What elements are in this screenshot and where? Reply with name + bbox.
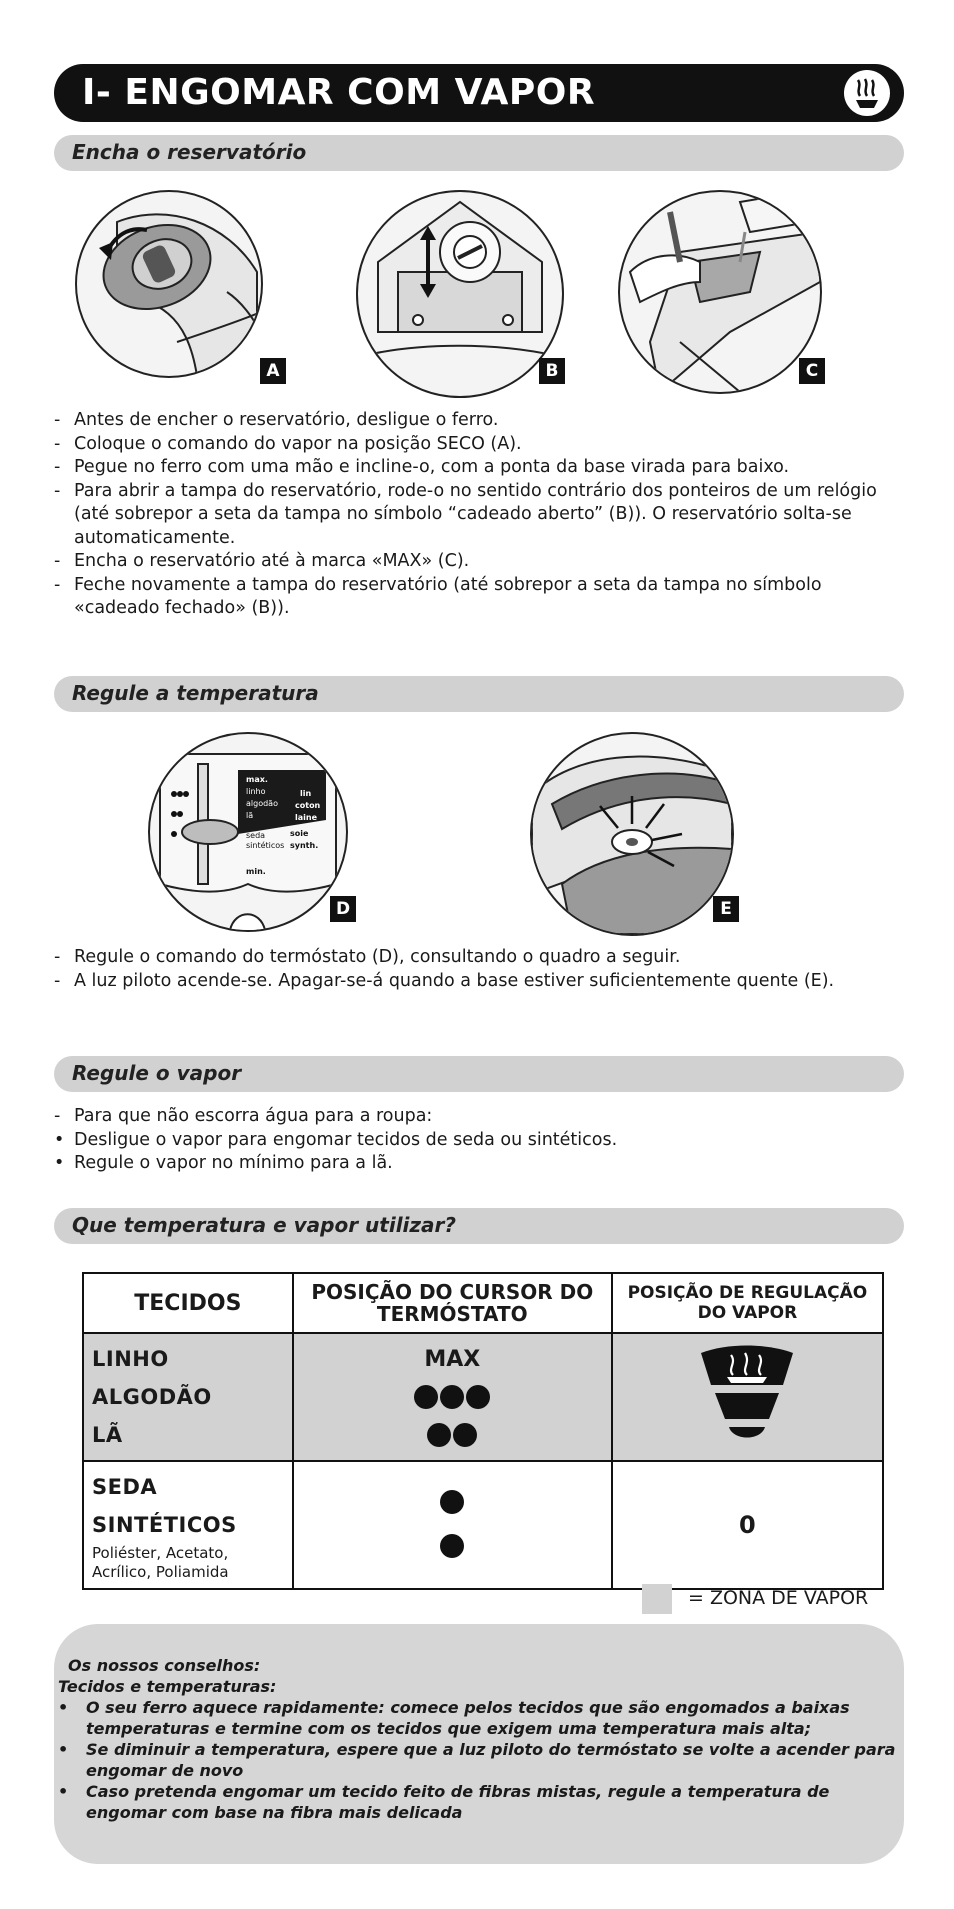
section-steam [54, 1056, 904, 1092]
figure-b-label: B [539, 358, 565, 384]
cursor-dots [294, 1378, 611, 1416]
dial-label-algodao: algodão [246, 799, 278, 808]
figure-a [75, 190, 263, 378]
list-item: • Se diminuir a temperatura, espere que a luz piloto do termóstato se volte a acender para engomar de novo [58, 1740, 896, 1780]
dial-label-coton: coton [295, 801, 321, 810]
list-item: - Para abrir a tampa do reservatório, rode-o no sentido contrário dos ponteiros de um relógio (até sobrepor a seta da tampa no símbolo “cadeado aberto” (B)). O reservatório solta-se automaticamente. [54, 480, 877, 548]
list-item: • Desligue o vapor para engomar tecidos de seda ou sintéticos. [54, 1129, 618, 1150]
reservoir-cap-illustration [358, 192, 562, 396]
temperature-steps-list [54, 946, 904, 993]
list-item: • Caso pretenda engomar um tecido feito de fibras mistas, regule a temperatura de engomar com base na fibra mais delicada [58, 1782, 830, 1822]
steam-zone-legend: = ZONA DE VAPOR [688, 1587, 869, 1609]
cursor-cell [293, 1461, 612, 1589]
section-steam-title: Regule o vapor [72, 1061, 242, 1085]
figure-b [356, 190, 564, 398]
dial-label-min: min. [246, 867, 266, 876]
table-header-fabric: TECIDOS [83, 1273, 293, 1333]
thermostat-dot-icon [440, 1490, 464, 1514]
advice-subheading: Tecidos e temperaturas: [58, 1677, 277, 1696]
dial-label-seda: seda [246, 831, 266, 840]
filling-reservoir-illustration [620, 192, 820, 392]
section-which [54, 1208, 904, 1244]
temperature-steam-table [82, 1272, 884, 1590]
table-row [83, 1461, 883, 1589]
thermostat-dial-illustration [150, 734, 346, 930]
fabric-synthetic-note: Poliéster, Acetato, Acrílico, Poliamida [92, 1544, 229, 1581]
cursor-cell [293, 1333, 612, 1461]
dial-label-laine: laine [295, 813, 318, 822]
advice-heading: Os nossos conselhos: [68, 1656, 261, 1675]
figure-c [618, 190, 822, 394]
list-item: - Para que não escorra água para a roupa: [54, 1106, 433, 1126]
section-temperature [54, 676, 904, 712]
thermostat-dot-icon [453, 1423, 477, 1447]
fabric-algodao: ALGODÃO [92, 1385, 212, 1409]
thermostat-dot-icon [440, 1385, 464, 1409]
fabric-cell [83, 1461, 293, 1589]
figure-e [530, 732, 734, 936]
steam-cell [612, 1461, 883, 1589]
dial-label-soie: soie [290, 829, 309, 838]
steam-steps-list [54, 1105, 904, 1176]
section-temperature-title: Regule a temperatura [72, 681, 319, 705]
dial-label-sinteticos: sintéticos [246, 841, 285, 850]
section-fill-title: Encha o reservatório [72, 140, 307, 164]
figure-d [148, 732, 348, 932]
fabric-linho: LINHO [92, 1347, 169, 1371]
list-item: - A luz piloto acende-se. Apagar-se-á quando a base estiver suficientemente quente (E). [54, 970, 835, 991]
steam-icon [844, 70, 890, 116]
thermostat-dot-icon [427, 1423, 451, 1447]
list-item: - Feche novamente a tampa do reservatório (até sobrepor a seta da tampa no símbolo «cadeado fechado» (B)). [54, 574, 822, 618]
fabric-la: LÃ [92, 1423, 123, 1447]
section-which-title: Que temperatura e vapor utilizar? [72, 1213, 457, 1237]
dial-label-linho: linho [246, 787, 266, 796]
thermostat-dot-icon [414, 1385, 438, 1409]
advice-box [54, 1624, 904, 1864]
dial-label-la: lã [246, 811, 254, 820]
dial-label-max: max. [246, 775, 268, 784]
figure-d-label: D [330, 896, 356, 922]
list-item: • O seu ferro aquece rapidamente: comece pelos tecidos que são engomados a baixas temperaturas e termine com os tecidos que exigem uma temperatura mais alta; [58, 1698, 850, 1738]
steam-zone-swatch [642, 1584, 672, 1614]
list-item: • Regule o vapor no mínimo para a lã. [54, 1153, 393, 1173]
fabric-cell [83, 1333, 293, 1461]
figure-e-label: E [713, 896, 739, 922]
table-row [83, 1333, 883, 1461]
dial-label-synth: synth. [290, 841, 319, 850]
table-header-cursor: POSIÇÃO DO CURSOR DO TERMÓSTATO [293, 1273, 612, 1333]
table-header-steam: POSIÇÃO DE REGULAÇÃO DO VAPOR [612, 1273, 883, 1333]
list-item: - Coloque o comando do vapor na posição SECO (A). [54, 433, 522, 454]
list-item: - Encha o reservatório até à marca «MAX» (C). [54, 551, 470, 571]
section-fill [54, 135, 904, 171]
steam-off-value: 0 [739, 1511, 756, 1539]
list-item: - Regule o comando do termóstato (D), consultando o quadro a seguir. [54, 947, 681, 967]
iron-steam-dial-illustration [77, 192, 261, 376]
figure-a-label: A [260, 358, 286, 384]
pilot-light-illustration [532, 734, 732, 934]
list-item: - Antes de encher o reservatório, desligue o ferro. [54, 410, 499, 430]
thermostat-dot-icon [466, 1385, 490, 1409]
steam-cell [612, 1333, 883, 1461]
title-bar [54, 64, 904, 122]
cursor-dots [294, 1481, 611, 1523]
fabric-sinteticos: SINTÉTICOS [92, 1513, 237, 1537]
cursor-dots [294, 1416, 611, 1454]
list-item: - Pegue no ferro com uma mão e incline-o, com a ponta da base virada para baixo. [54, 457, 790, 477]
page-title: I- ENGOMAR COM VAPOR [82, 72, 596, 113]
dial-label-lin: lin [300, 789, 312, 798]
steam-level-wedge-icon [697, 1343, 797, 1447]
cursor-dots [294, 1523, 611, 1569]
thermostat-dot-icon [440, 1534, 464, 1558]
cursor-max: MAX [424, 1346, 481, 1372]
figure-c-label: C [799, 358, 825, 384]
fabric-seda: SEDA [92, 1475, 158, 1499]
fill-steps-list [54, 409, 904, 621]
